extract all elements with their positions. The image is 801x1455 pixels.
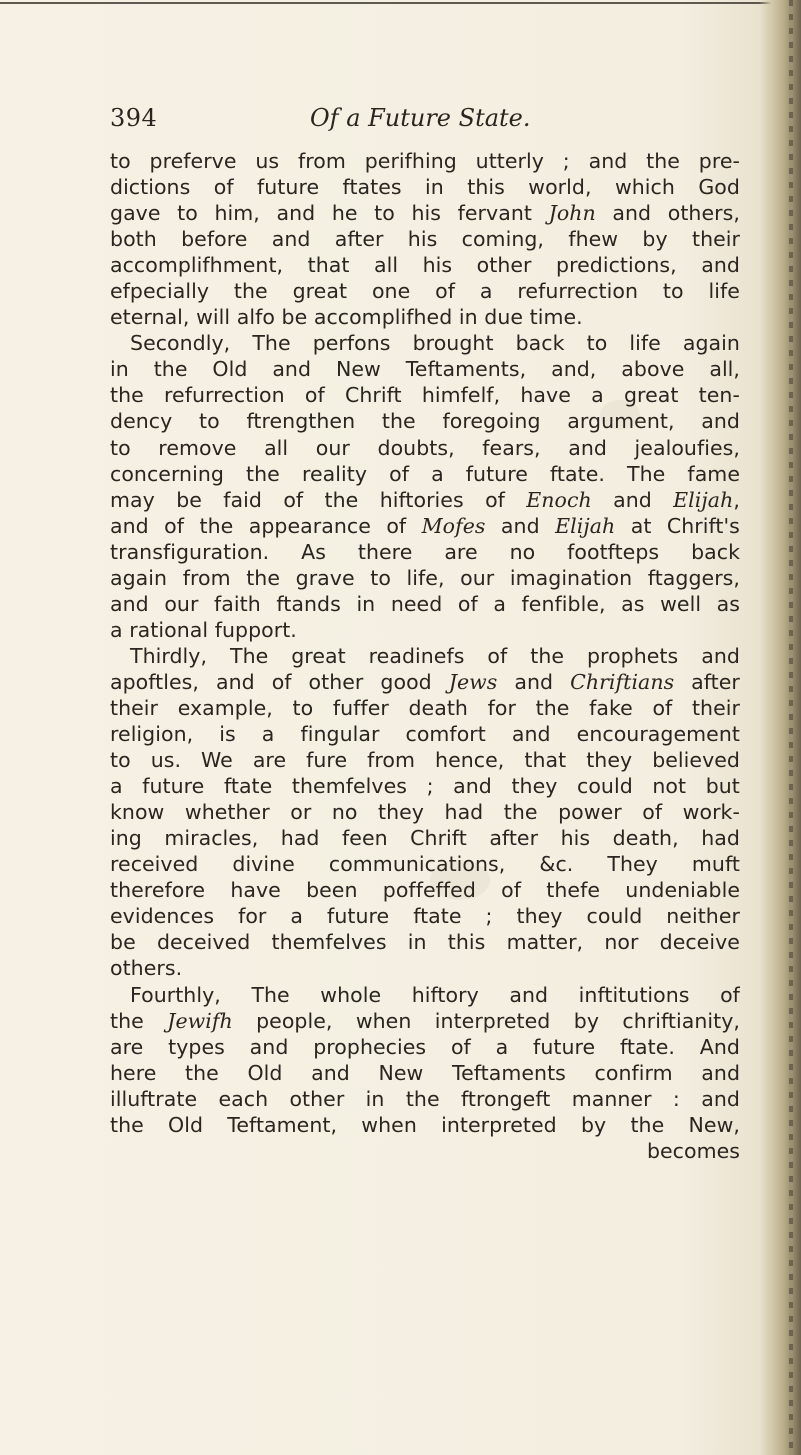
text-line: evidences for a future ftate ; they could neither [110, 904, 740, 929]
text-line: a rational fupport. [110, 617, 297, 642]
text-line: ing miracles, had feen Chrift after his death, had [110, 826, 740, 851]
top-edge-rule [0, 2, 775, 4]
catchword: becomes [646, 1138, 740, 1163]
text-line: here the Old and New Teftaments confirm and [110, 1060, 740, 1085]
text-line: Thirdly, The great readinefs of the prophets and [130, 643, 740, 668]
text-line: dictions of future ftates in this world, which God [110, 175, 740, 200]
text-line: transfiguration. As there are no footfteps back [110, 539, 740, 564]
text-line: and our faith ftands in need of a fenfible, as well as [110, 591, 740, 616]
text-line: be deceived themfelves in this matter, nor deceive [110, 930, 740, 955]
text-line: others. [110, 956, 183, 981]
text-line: dency to ftrengthen the foregoing argument, and [110, 409, 740, 434]
text-line: religion, is a fingular comfort and encouragement [110, 722, 740, 747]
text-line: again from the grave to life, our imagination ftaggers, [110, 565, 740, 590]
text-line: gave to him, and he to his fervant John and others, [110, 201, 740, 226]
text-line: Fourthly, The whole hiftory and inftitutions of [130, 982, 740, 1007]
text-line: apoftles, and of other good Jews and Chriftians after [110, 669, 740, 694]
text-line: know whether or no they had the power of work- [110, 800, 740, 825]
text-line: may be faid of the hiftories of Enoch and Elijah, [110, 487, 740, 512]
text-line: illuftrate each other in the ftrongeft manner : and [110, 1086, 740, 1111]
text-line: a future ftate themfelves ; and they could not but [110, 774, 740, 799]
text-line: efpecially the great one of a refurrection to life [110, 279, 740, 304]
text-line: their example, to fuffer death for the fake of their [110, 695, 740, 720]
running-title: Of a Future State. [310, 104, 531, 132]
text-line: to us. We are fure from hence, that they believed [110, 748, 740, 773]
text-line: eternal, will alfo be accomplifhed in due time. [110, 305, 583, 330]
body-text [110, 148, 740, 1164]
text-line: and of the appearance of Mofes and Elijah at Chrift's [110, 513, 740, 538]
text-line: concerning the reality of a future ftate. The fame [110, 461, 740, 486]
text-line: the Old Teftament, when interpreted by the New, [110, 1112, 740, 1137]
text-line: both before and after his coming, fhew by their [110, 227, 740, 252]
text-line: to remove all our doubts, fears, and jealoufies, [110, 435, 740, 460]
text-line: therefore have been poffeffed of thefe undeniable [110, 878, 740, 903]
text-line: in the Old and New Teftaments, and, above all, [110, 357, 740, 382]
page-header [110, 104, 740, 136]
text-line: the Jewifh people, when interpreted by chriftianity, [110, 1008, 740, 1033]
book-binding-edge [759, 0, 801, 1455]
text-line: Secondly, The perfons brought back to life again [130, 331, 740, 356]
text-line: accomplifhment, that all his other predictions, and [110, 253, 740, 278]
text-line: the refurrection of Chrift himfelf, have a great ten- [110, 383, 740, 408]
text-line: are types and prophecies of a future ftate. And [110, 1034, 740, 1059]
page-number: 394 [110, 104, 158, 132]
text-line: received divine communications, &c. They muft [110, 852, 740, 877]
text-line: to preferve us from perifhing utterly ; and the pre- [110, 149, 740, 173]
